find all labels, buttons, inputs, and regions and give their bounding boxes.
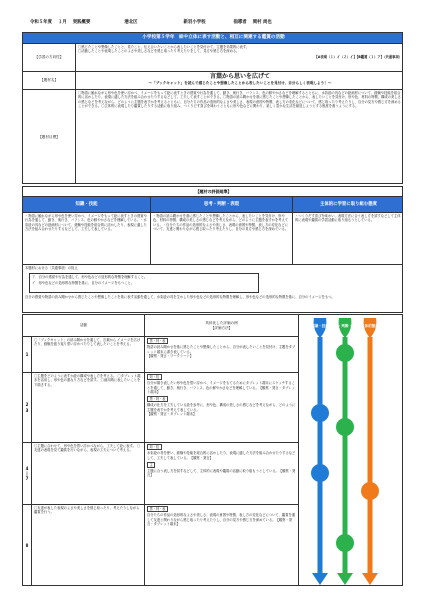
row-3-eval-text: 水彩絵の具を使い、経験や技能を総合的に活かしたり、表現に適した方法を組み合わせたりするなどして、工夫して表している。【観察・発言】 xyxy=(147,451,296,460)
common-box xyxy=(29,273,259,293)
col-eval-header: 具体化した評価の例 【評価方法】 xyxy=(144,315,298,336)
pillar-attitude-dot-1 xyxy=(361,482,379,500)
unit-subtitle: ～「ブックキャット」を読んで感じたことや想像したことから表したいことを見付け、自分らしく表現しよう！～ xyxy=(148,80,332,85)
row-2-tag-2: 思・判・表 xyxy=(147,396,168,402)
header-author: 岡村 尚也 xyxy=(252,20,272,25)
title-bar: 小学校第５学年 絵や立体に表す活動と、相互に関連する鑑賞の活動 xyxy=(23,33,403,43)
common-item-a: ア 自分の感覚や行為を通して、形や色などの造形的な特徴を理解すること。 xyxy=(32,275,148,279)
row-4-eval-text: 自分たちの作品の造形的なよさや美しさ、表現の意図や特徴、表し方の変化などについて、鑑賞を通して友達と関わりながら感じ取ったり考えたりし、自分の見方や感じ方を深めている。【観察・発言・タブレット端末】 xyxy=(147,513,296,526)
row-1-eval xyxy=(144,336,298,372)
pillar-knowledge-arrow xyxy=(312,573,328,585)
direction-line-1: 〇感じたことや想像したことと、見たこと、伝え合いたいことから表したいことを見付けて、主題を効果的に表す。 xyxy=(78,45,250,49)
pillar-thinking-dot-2 xyxy=(336,418,354,436)
header-ward: 港北区 xyxy=(124,20,138,25)
row-4-eval xyxy=(144,504,298,586)
pillar-knowledge xyxy=(311,318,329,585)
pillar-thinking-dot-3 xyxy=(336,534,354,552)
row-2-eval-text-2: 構成の仕方を工夫している絵を参考に、形や色、構成の美しさの感じなどを考えながら、どのように主題を表すかを考えて表している。 【観察・発言・タブレット端末】 xyxy=(147,403,296,417)
header-doc-type: 実践概要 xyxy=(72,20,91,25)
row-1-eval-text: 物語の読み聞かせを基に感じたことや想像したことから、自分が表したいことを見付け、主題をタブレット端末に書き表している。 【観察・発言・ワークシート】 xyxy=(147,345,296,358)
row-2-num: 2 3 xyxy=(23,372,31,442)
row-2-tag: 知・技 xyxy=(147,374,162,380)
direction-line-3: 【A表現（１）イ（２）イ】【B鑑賞（１）ア】（共通事項） xyxy=(314,54,402,59)
activity-table xyxy=(22,314,403,586)
row-4-tag: 思・判・表 xyxy=(147,506,168,512)
header-author-label: 指導者 xyxy=(233,20,247,25)
row-4-activity: 〇友達が表した表現のよさや美しさを感じ取ったり、考えたりしながら鑑賞を行う。 xyxy=(31,504,144,586)
row-3-tag-2: 主 xyxy=(147,462,155,468)
pillar-knowledge-label: 知識・技能 xyxy=(311,324,329,328)
pillar-knowledge-dot-1 xyxy=(311,404,329,422)
evaluation-header: 【題材の評価規準】 xyxy=(195,188,232,194)
row-1-activity: 〇「ブックキャット」の読み聞かせを通して、言葉から イメージを広げたり、経験を振り返り思い浮かべたりして表したいことを考える。 xyxy=(31,336,144,372)
row-2-eval xyxy=(144,372,298,442)
row-4-num: 8 xyxy=(23,504,31,586)
unit-content xyxy=(75,71,403,89)
pillar-knowledge-cap xyxy=(314,318,327,338)
direction-content xyxy=(75,43,403,71)
evaluation-section xyxy=(22,186,403,313)
overview-section xyxy=(22,32,403,184)
eval-col-attitude: 主体的に学習に取り組む態度 xyxy=(292,196,403,212)
row-3-eval xyxy=(144,442,298,504)
row-3-activity: 〇主題に合わせて、形や色を思い浮かべながら、工夫して絵に表す。 〇友達の表現を見て鑑賞を行いながら、表現の工夫について考える。 xyxy=(31,442,144,504)
pillar-attitude xyxy=(361,318,379,585)
goals-text: 〇物語に触れながら形や色を使い浮かべ、イメージをもって絵に表すときの感覚や行為を通して、動き、奥行き、バランス、色の鮮やかさなどを理解するとともに、水彩絵の具などの絵画材について、経験や技能を総合的に活かしたり、表現に適した方法を組み合わせたりするなどして、工夫して表すことができる。〇物語の読み聞かせを基に感じたことや想像したことから、表したいことを見付け、形や色、材料の特徴、構成の美しさの感じなどを考えながら、どのように主題を表すかを考えるとともに、自分たちの作品の造形的なよさや美しさ、表現の意図や特徴、表し方の変化などについて、感じ取ったり考えたりし、自分の見方や感じ方を深めることができる。〇主体的に表現したり鑑賞したりする活動に取り組み、つくりだす喜びを味わうとともに形や色などに関わり、楽しく豊かな生活を創造しようとする態度を養うようにする。 xyxy=(75,89,403,184)
row-3-num: 4 | 7 xyxy=(23,442,31,504)
pillar-thinking-cap xyxy=(339,318,352,338)
unit-name: 言葉から思いを広げて xyxy=(209,73,270,80)
pillar-knowledge-dot-2 xyxy=(311,464,329,482)
pillar-attitude-cap xyxy=(364,318,377,338)
unit-label: 【題材名】 xyxy=(23,71,75,89)
eval-text-attitude: ・つくりだす喜びを味わい、表現方法に合う表し方を試すなどして主体的に表現や鑑賞の学習活動に取り組もうとしている。 xyxy=(292,212,403,264)
common-label: 本題材における〔共通事項〕の捉え xyxy=(23,264,403,273)
row-1-num: 1 xyxy=(23,336,31,372)
pillar-attitude-arrow xyxy=(362,573,378,585)
pillar-thinking-label: 思考・判断・表現 xyxy=(330,324,360,328)
row-2-eval-text: 自分が描き表したい形や色を思い浮かべ、イメージをもてるためにタブレット端末にスケッチすることを通して、動き、奥行き、バランス、色の鮮やかさなどを理解している。【観察・発言・タブレット端末】 xyxy=(147,381,295,394)
row-2-activity: 〇主題をどのように表すか絵の構成や表し方を考える。 〇タブレット端末を活用し、形や色の重なり方などを試す。 〇画用紙に表したいことを下描きする。 xyxy=(31,372,144,442)
common-item-i: イ 形や色などの造形的な特徴を基に、自分のイメージをもつこと。 xyxy=(32,281,135,286)
common-note: 自分の感覚や物語の読み聞かせから感じたことや想像したことを基に表す活動を通して、水彩絵の具を生かした形や色などの造形的な特徴を理解し、形や色などの造形的な特徴を基に、自分のイメージをもつ。 xyxy=(25,295,335,299)
col-activity-header: 活動 xyxy=(79,323,88,328)
pillar-thinking xyxy=(336,318,354,585)
goals-label: 【題材目標】 xyxy=(23,89,75,184)
eval-col-thinking: 思考・判断・表現 xyxy=(150,196,292,212)
eval-text-thinking: ・物語の読み聞かせを基に感じたことや想像したことから、表したいことを見付け、形や色、材料の特徴、構成の美しさの感じなどを考えながら、どのように主題を表すかを考えている。・自分たちの作品の造形的なよさや美しさ、表現の意図や特徴、表し方の変化などについて、友達と関わりながら感じ取ったり考えたりし、自分の見方や感じ方を深めている。 xyxy=(150,212,292,264)
eval-col-knowledge: 知識・技能 xyxy=(23,196,150,212)
row-3-tag: 知・技 xyxy=(147,444,162,450)
eval-text-knowledge: ・物語に触れながら形や色を使い浮かべ、イメージをもって絵に表すときの感覚や行為を通して、動き、奥行き、バランス、色の鮮やかさなどを理解している。・水彩絵の具などの絵画材について、経験や技能を総合的に活かしたり、表現に適した方法を組み合わせたりするなどして、工夫して表している。 xyxy=(23,212,150,264)
pillars-graphic xyxy=(298,315,403,586)
pillar-thinking-dot-1 xyxy=(336,344,354,362)
row-1-tag: 思・判・表 xyxy=(147,338,168,344)
document-header xyxy=(30,20,400,26)
pillar-attitude-label: 主体的態度 xyxy=(361,324,379,328)
direction-label: 【学習の方向性】 xyxy=(23,43,75,71)
pillar-thinking-arrow xyxy=(337,573,353,585)
row-3-eval-text-2: 主題に合う表し方を試すなどして、主体的に表現や鑑賞の活動に取り組もうとしている。【観察・発言】 xyxy=(147,469,296,478)
header-month: １月 xyxy=(57,20,67,25)
header-year: 令和５年度 xyxy=(30,20,52,25)
header-school: 新羽小学校 xyxy=(183,20,206,25)
direction-line-2: 〇活動したことや表現したことのよさや美しさなどを感じ取ったり考えたりをして、見方や感じ方を深める。 xyxy=(78,49,240,54)
